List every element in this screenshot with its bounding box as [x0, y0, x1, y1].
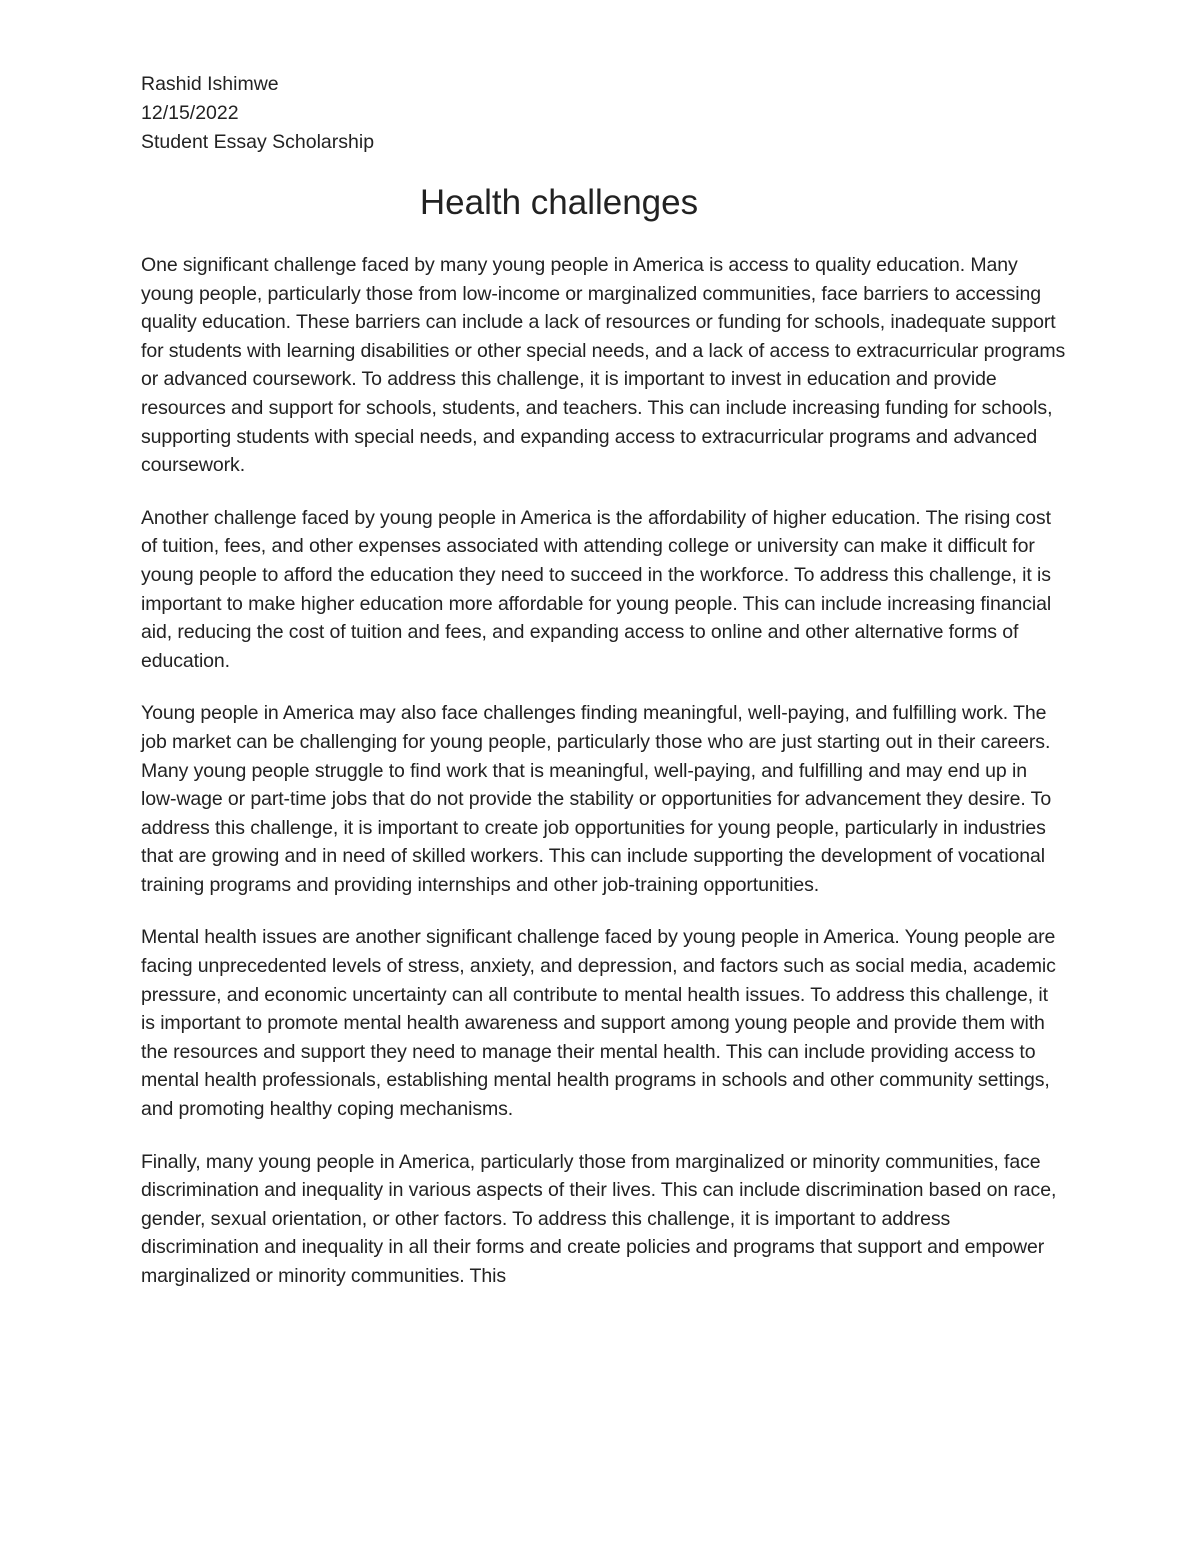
paragraph-1: One significant challenge faced by many young people in America is access to quality education. Many young people, particularly those from low-income or marginalized communities, face barriers to accessing quality education. These barriers can include a lack of resources or funding for schools, inadequate support for students with learning disabilities or other special needs, and a lack of access to extracurricular programs or advanced coursework. To address this challenge, it is important to invest in education and provide resources and support for schools, students, and teachers. This can include increasing funding for schools, supporting students with special needs, and expanding access to extracurricular programs and advanced coursework.: [141, 254, 1066, 477]
document-date: 12/15/2022: [141, 102, 239, 124]
author-name: Rashid Ishimwe: [141, 73, 279, 95]
document-title: Health challenges: [419, 183, 699, 222]
paragraph-5: Finally, many young people in America, particularly those from marginalized or minority communities, face discrimination and inequality in various aspects of their lives. This can include discrimination based on race, gender, sexual orientation, or other factors. To address this challenge, it is important to address discrimination and inequality in all their forms and create policies and programs that support and empower marginalized or minority communities. This: [141, 1150, 1057, 1287]
paragraph-2: Another challenge faced by young people in America is the affordability of higher education. The rising cost of tuition, fees, and other expenses associated with attending college or university can make it difficult for young people to afford the education they need to succeed in the workforce. To address this challenge, it is important to make higher education more affordable for young people. This can include increasing financial aid, reducing the cost of tuition and fees, and expanding access to online and other alternative forms of education.: [141, 506, 1052, 672]
document-header: [141, 70, 374, 157]
essay-body: [141, 251, 1066, 1315]
document-subject: Student Essay Scholarship: [141, 131, 375, 153]
paragraph-3: Young people in America may also face challenges finding meaningful, well-paying, and fulfilling work. The job market can be challenging for young people, particularly those who are just starting out in their careers. Many young people struggle to find work that is meaningful, well-paying, and fulfilling and may end up in low-wage or part-time jobs that do not provide the stability or opportunities for advancement they desire. To address this challenge, it is important to create job opportunities for young people, particularly in industries that are growing and in need of skilled workers. This can include supporting the development of vocational training programs and providing internships and other job-training opportunities.: [141, 702, 1052, 896]
paragraph-4: Mental health issues are another significant challenge faced by young people in America. Young people are facing unprecedented levels of stress, anxiety, and depression, and factors such as social media, academic pressure, and economic uncertainty can all contribute to mental health issues. To address this challenge, it is important to promote mental health awareness and support among young people and provide them with the resources and support they need to manage their mental health. This can include providing access to mental health professionals, establishing mental health programs in schools and other community settings, and promoting healthy coping mechanisms.: [141, 926, 1056, 1121]
